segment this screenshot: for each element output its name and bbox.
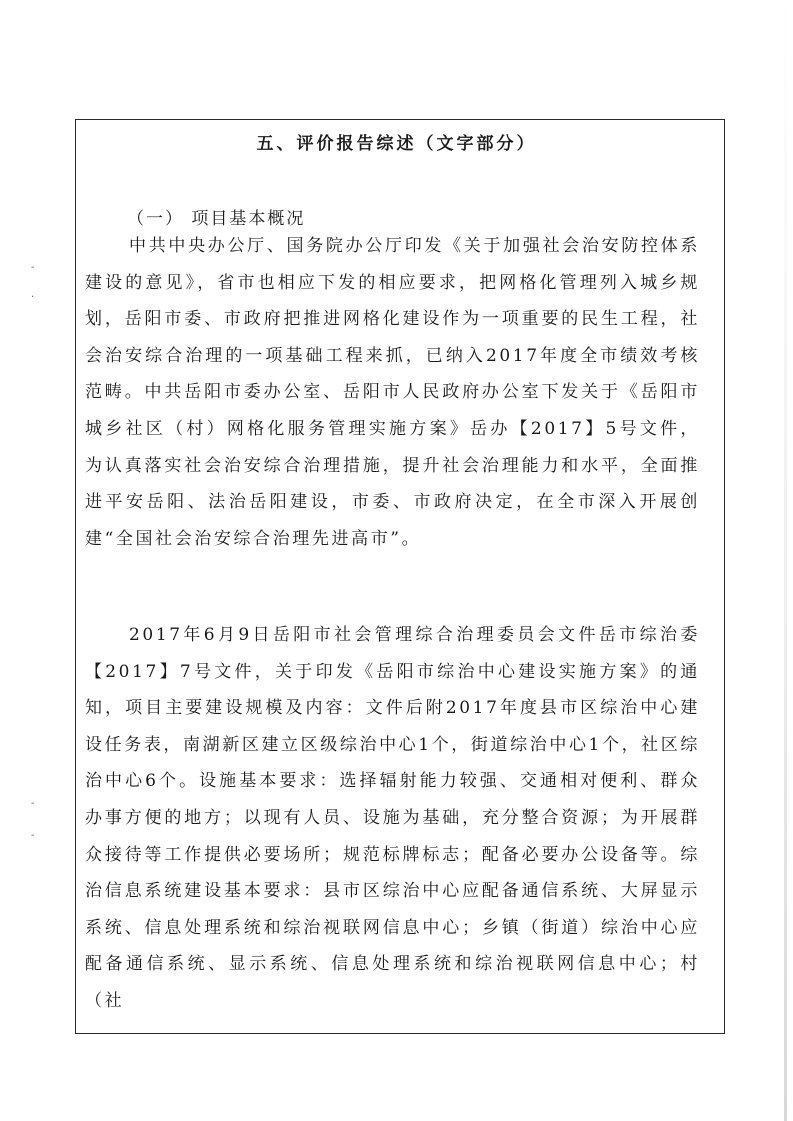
margin-mark: - [31,830,35,841]
margin-mark: - [31,262,35,273]
paragraph-scope: 2017年6月9日岳阳市社会管理综合治理委员会文件岳市综治委【2017】7号文件，关于印发《岳阳市综治中心建设实施方案》的通知，项目主要建设规模及内容：文件后附2017年度县市区综治中心建设任务表，南湖新区建立区级综治中心1个，街道综治中心1个，社区综治中心6个。设施基本要求：选择辐射能力较强、交通相对便利、群众办事方便的地方；以现有人员、设施为基础，充分整合资源；为开展群众接待等工作提供必要场所；规范标牌标志；配备必要办公设备等。综治信息系统建设基本要求：县市区综治中心应配备通信系统、大屏显示系统、信息处理系统和综治视联网信息中心；乡镇（街道）综治中心应配备通信系统、显示系统、信息处理系统和综治视联网信息中心；村（社 [85,625,700,1011]
report-title: 五、评价报告综述（文字部分） [256,134,537,154]
paragraph-background: 中共中央办公厅、国务院办公厅印发《关于加强社会治安防控体系建设的意见》，省市也相应下发的相应要求，把网格化管理列入城乡规划，岳阳市委、市政府把推进网格化建设作为一项重要的民生工程，社会治安综合治理的一项基础工程来抓，已纳入2017年度全市绩效考核范畴。中共岳阳市委办公室、岳阳市人民政府办公室下发关于《岳阳市城乡社区（村）网格化服务管理实施方案》岳办【2017】5号文件，为认真落实社会治安综合治理措施，提升社会治理能力和水平，全面推进平安岳阳、法治岳阳建设，市委、市政府决定，在全市深入开展创建“全国社会治安综合治理先进高市”。 [85,236,700,549]
section-heading: （一） 项目基本概况 [127,209,306,229]
margin-mark: · [31,292,35,303]
margin-mark: - [31,798,35,809]
scan-edge [784,0,787,1121]
